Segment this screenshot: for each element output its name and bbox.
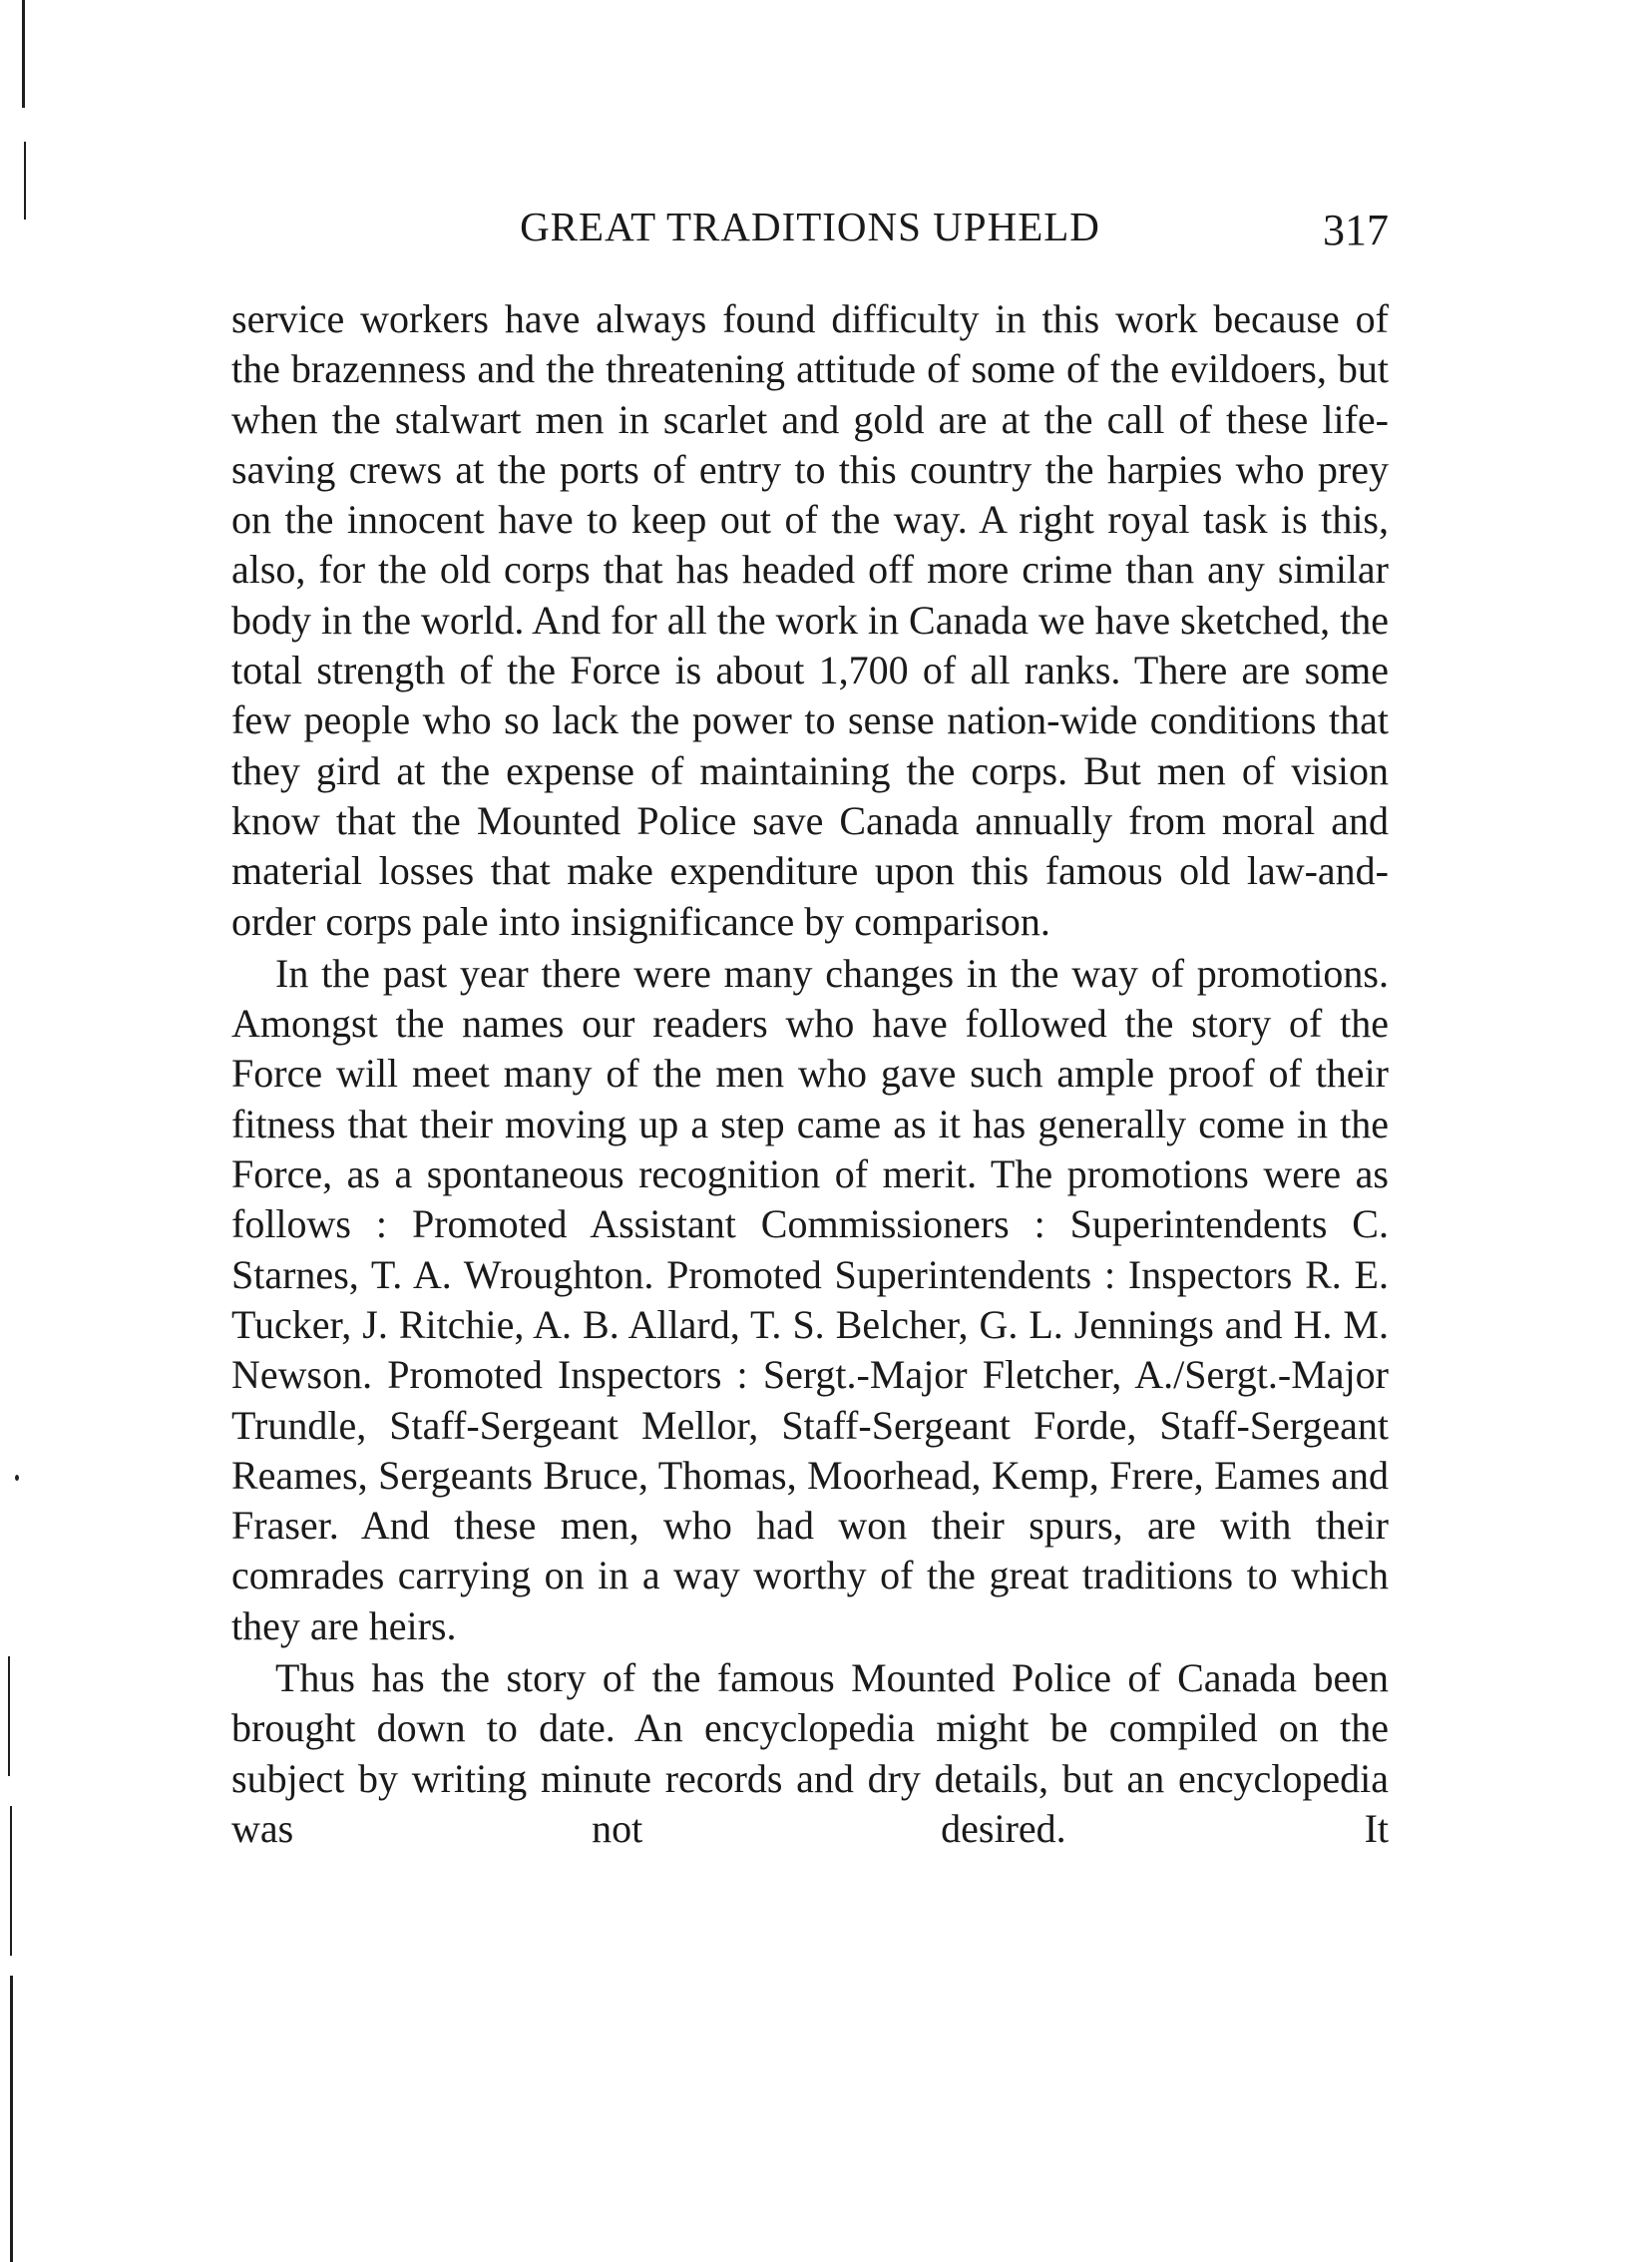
- scan-edge-mark: [24, 142, 26, 220]
- scan-edge-mark: [8, 1656, 10, 1776]
- body-text: [231, 294, 1389, 1854]
- paragraph: service workers have always found difficulty in this work because of the brazenness and the threatening attitude of some of the evildoers, but when the stalwart men in scarlet and gold are at the call of these life-saving crews at the ports of entry to this country the harpies who prey on the innocent have to keep out of the way. A right royal task is this, also, for the old corps that has headed off more crime than any similar body in the world. And for all the work in Canada we have sketched, the total strength of the Force is about 1,700 of all ranks. There are some few people who so lack the power to sense nation-wide conditions that they gird at the expense of maintaining the corps. But men of vision know that the Mounted Police save Canada annually from moral and material losses that make expenditure upon this famous old law-and-order corps pale into insignificance by comparison.: [231, 296, 1389, 944]
- page-number: 317: [1323, 206, 1389, 254]
- running-head: GREAT TRADITIONS UPHELD: [520, 204, 1100, 249]
- paragraph: Thus has the story of the famous Mounted Police of Canada been brought down to date. An encyclopedia might be compiled on the subject by writing minute records and dry details, but an encyclopedia was not desired. It: [231, 1655, 1389, 1851]
- scan-edge-mark: [22, 0, 25, 108]
- scan-edge-mark: [10, 1806, 12, 1956]
- page-header: [231, 203, 1389, 262]
- ink-speck: [15, 1475, 19, 1481]
- paragraph: In the past year there were many changes in the way of promotions. Amongst the names our readers who have followed the story of the Force will meet many of the men who gave such ample proof of their fitness that their moving up a step came as it has generally come in the Force, as a spontaneous recognition of merit. The promotions were as follows : Promoted Assistant Commissioners : Superintendents C. Starnes, T. A. Wroughton. Promoted Superintendents : Inspectors R. E. Tucker, J. Ritchie, A. B. Allard, T. S. Belcher, G. L. Jennings and H. M. Newson. Promoted Inspectors : Sergt.-Major Fletcher, A./Sergt.-Major Trundle, Staff-Sergeant Mellor, Staff-Sergeant Forde, Staff-Sergeant Reames, Sergeants Bruce, Thomas, Moorhead, Kemp, Frere, Eames and Fraser. And these men, who had won their spurs, are with their comrades carrying on in a way worthy of the great traditions to which they are heirs.: [231, 950, 1389, 1648]
- scan-edge-mark: [10, 1976, 13, 2262]
